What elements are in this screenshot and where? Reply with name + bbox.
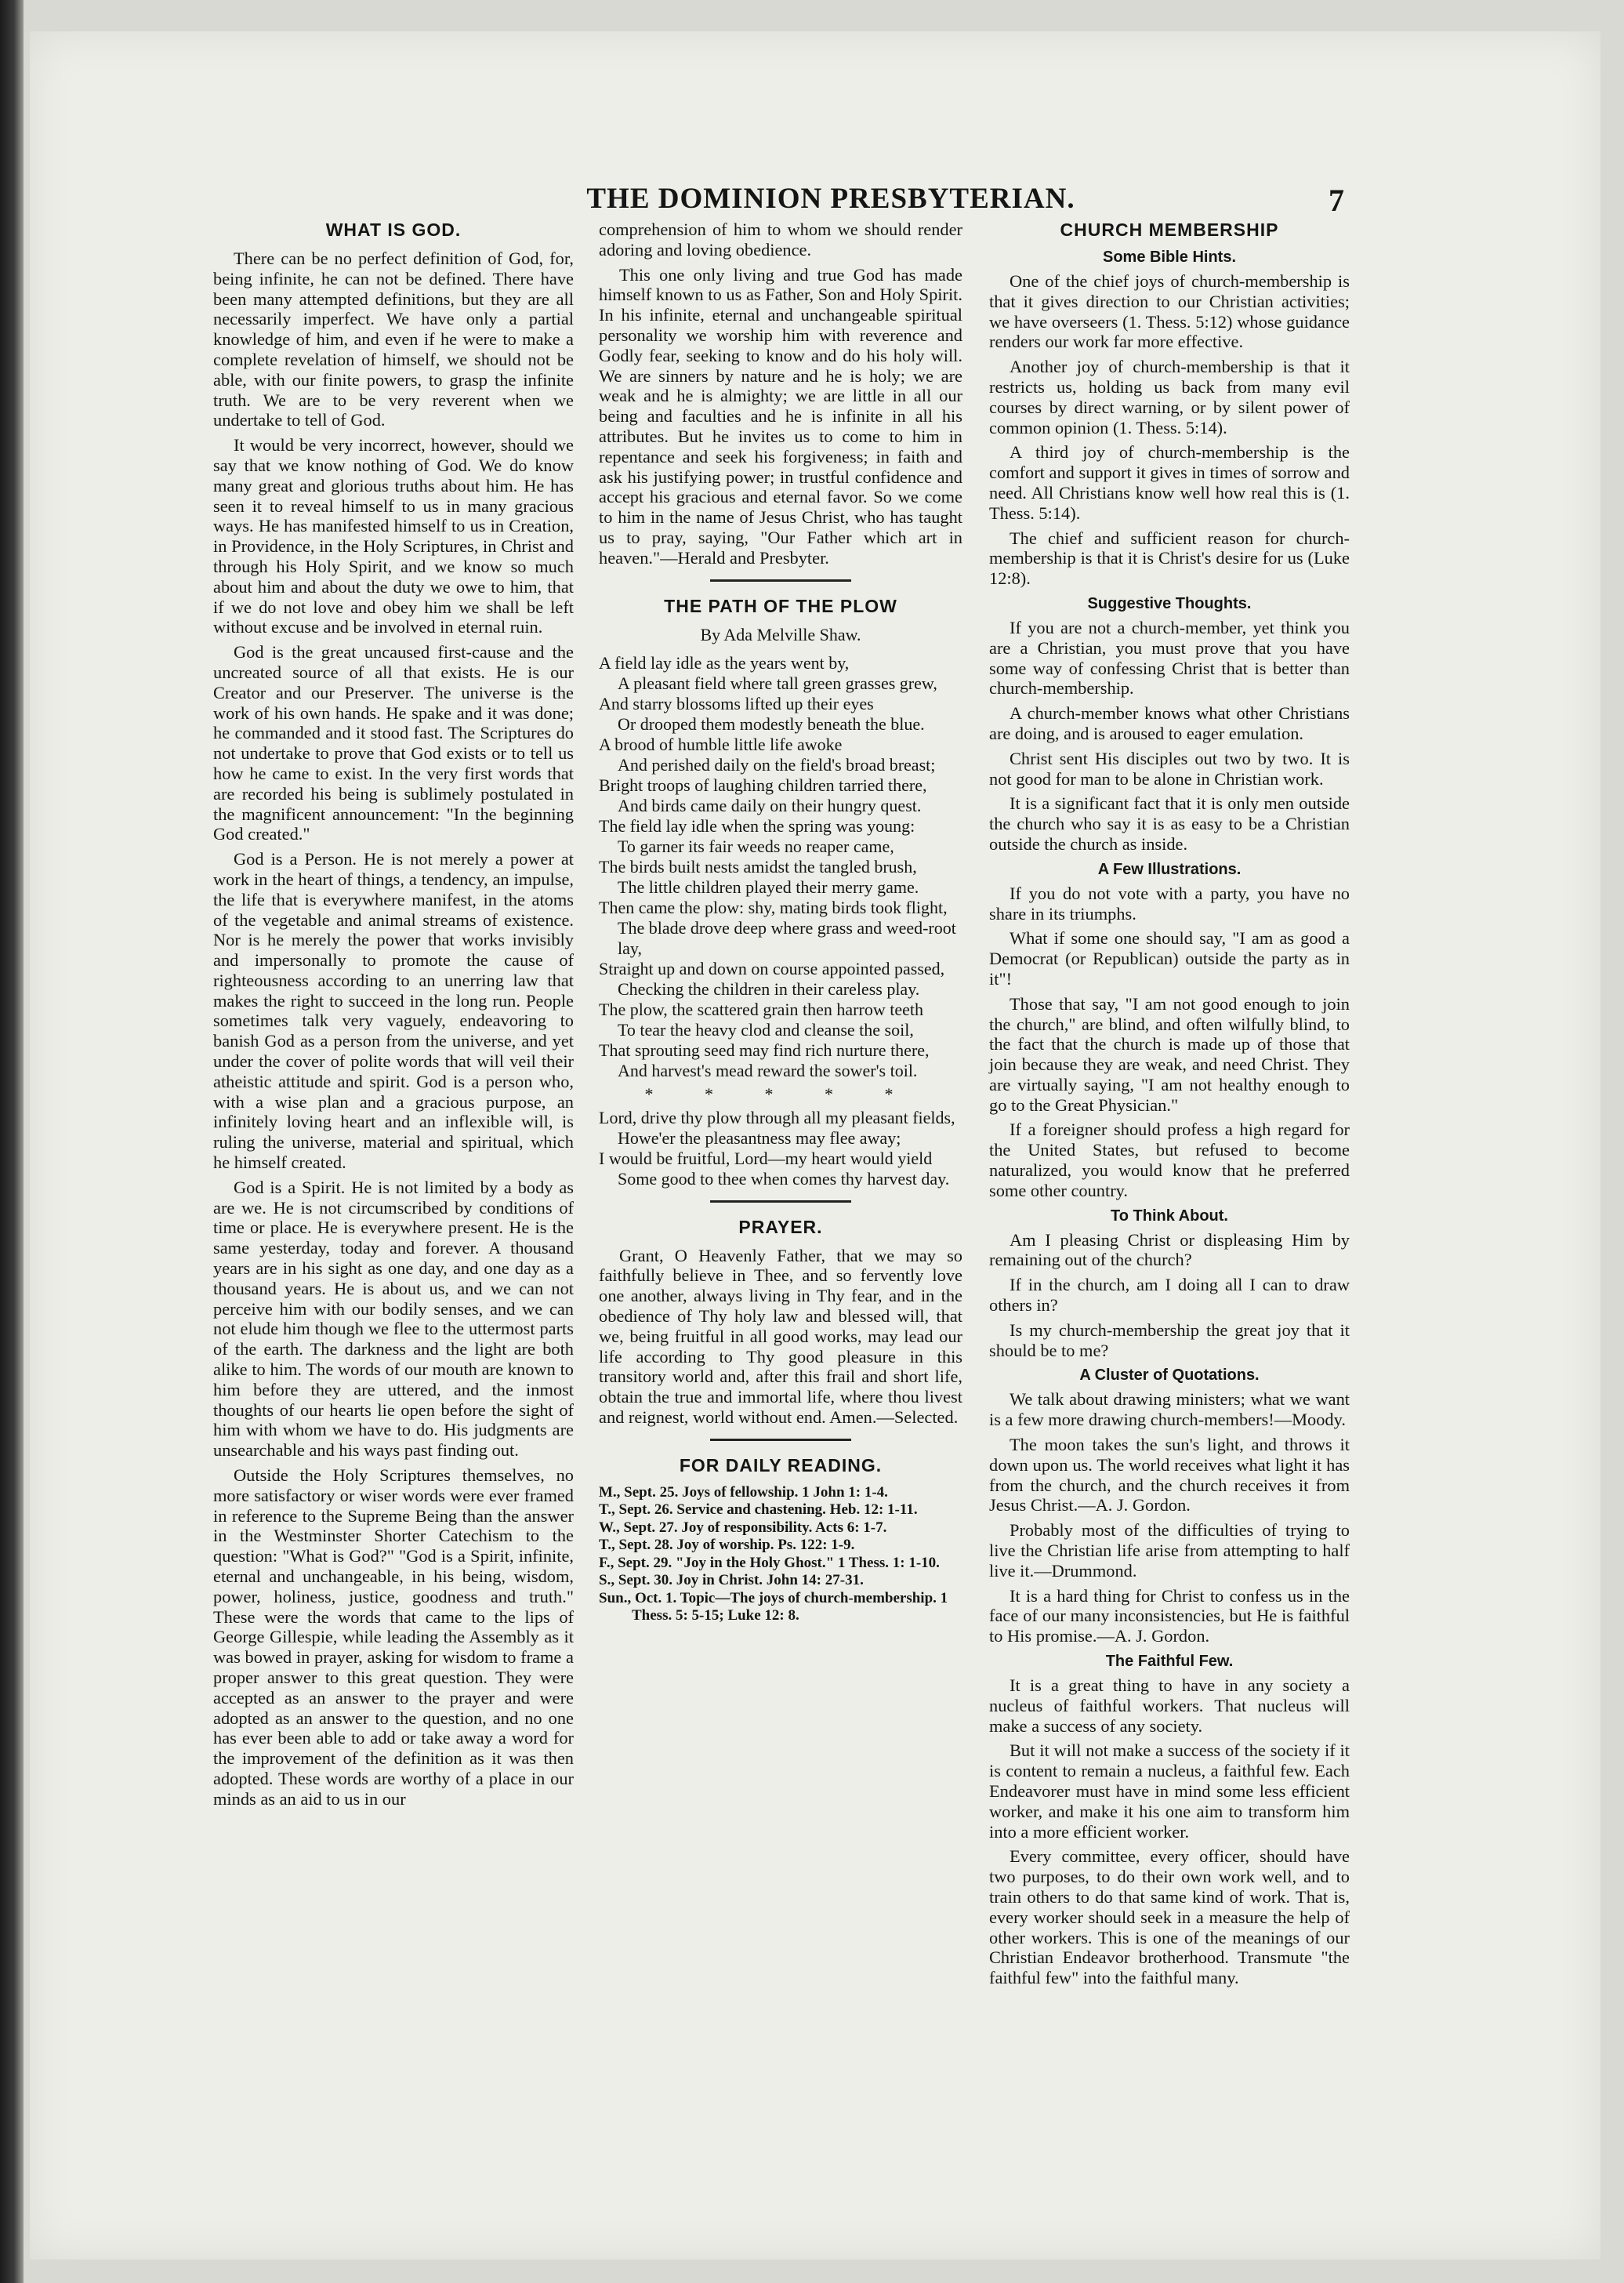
column-what-is-god [213, 220, 574, 1814]
reading-item: M., Sept. 25. Joys of fellowship. 1 John 1: 1-4. [599, 1483, 888, 1501]
paragraph: One of the chief joys of church-membership is that it gives direction to our Christian activities; we have overseers (1. Thess. 5:12) whose guidance renders our work far more effective. [989, 271, 1350, 352]
paragraph: Christ sent His disciples out two by two. It is not good for man to be alone in Christian work. [989, 748, 1350, 789]
poem-line: A brood of humble little life awoke [599, 734, 843, 754]
poem-stars: * * * * * [644, 1083, 917, 1104]
paragraph: God is the great uncaused first-cause and the uncreated source of all that exists. He is our Creator and our Preserver. The universe is the work of his own hands. He spake and it was done; he commanded and it stood fast. The Scriptures do not undertake to prove that God exists or to tell us how he came to exist. In the very first words that are recorded his being is sublimely postulated in the magnificent announcement: "In the beginning God created." [213, 642, 574, 844]
paragraph: The moon takes the sun's light, and throws it down upon us. The world receives what light it has from the church, and the church receives it from Jesus Christ.—A. J. Gordon. [989, 1435, 1350, 1515]
reading-item: F., Sept. 29. "Joy in the Holy Ghost." 1 Thess. 1: 1-10. [599, 1554, 940, 1571]
paragraph: This one only living and true God has made himself known to us as Father, Son and Holy Spirit. In his infinite, eternal and unchangeable spiritual personality we worship him with reverence and Godly fear, seeking to know and do his holy will. We are sinners by nature and he is holy; we are weak and he is almighty; we are little in all our being and faculties and he is infinite in all his attributes. But he invites us to come to him in repentance and seek his forgiveness; in faith and ask his justifying power; in trustful confidence and accept his gracious and eternal favor. So we come to him in the name of Jesus Christ, who has taught us to pray, saying, "Our Father which art in heaven."—Herald and Presbyter. [599, 264, 962, 568]
poem-line: To garner its fair weeds no reaper came, [618, 836, 894, 856]
poem-line: To tear the heavy clod and cleanse the soil, [618, 1019, 914, 1040]
book-spine-shadow [0, 0, 24, 2283]
poem-line: Then came the plow: shy, mating birds took flight, [599, 897, 948, 917]
paragraph: Those that say, "I am not good enough to join the church," are blind, and often wilfully blind, to the fact that the church is made up of those that join because they are weak, and need Christ. They are virtually saying, "I am not healthy enough to go to the Great Physician." [989, 993, 1350, 1115]
reading-item: T., Sept. 28. Joy of worship. Ps. 122: 1-9. [599, 1537, 855, 1554]
poem-line: Bright troops of laughing children tarried there, [599, 775, 927, 795]
subheading: A Few Illustrations. [1097, 860, 1242, 878]
page-number: 7 [1329, 183, 1344, 218]
poem-line: A pleasant field where tall green grasses grew, [618, 673, 937, 693]
paragraph: But it will not make a success of the society if it is content to remain a nucleus, a faithful few. Each Endeavorer must have in mind some less efficient worker, and make it his one aim to transform him into a more efficient worker. [989, 1740, 1350, 1842]
poem [599, 653, 962, 1189]
prayer-heading: PRAYER. [738, 1216, 823, 1237]
poem-line: A field lay idle as the years went by, [599, 652, 850, 673]
poem-byline: By Ada Melville Shaw. [700, 624, 861, 644]
daily-reading-list [599, 1484, 962, 1625]
paragraph: Every committee, every officer, should have two purposes, to do their own work well, and to train others to do that same kind of work. That is, every worker should seek in a measure the help of other workers. This is one of the meanings of our Christian Endeavor brotherhood. Transmute "the faithful few" into the faithful many. [989, 1846, 1350, 1988]
poem-line: The plow, the scattered grain then harrow teeth [599, 999, 923, 1019]
paragraph: Another joy of church-membership is that it restricts us, holding us back from many evil courses by direct warning, or by silent power of common opinion (1. Thess. 5:14). [989, 357, 1350, 437]
poem-line: Lord, drive thy plow through all my pleasant fields, [599, 1107, 955, 1127]
paragraph: A third joy of church-membership is the comfort and support it gives in times of sorrow and need. All Christians know well how real this is (1. Thess. 5:14). [989, 442, 1350, 523]
paragraph: We talk about drawing ministers; what we want is a few more drawing church-members!—Moody. [989, 1389, 1350, 1430]
paragraph: God is a Person. He is not merely a power at work in the heart of things, a tendency, an impulse, the life that is everywhere manifest, in the atoms of the vegetable and animal streams of existence. Nor is he merely the power that works invisibly and impersonally to promote the cause of righteousness according to an unerring law that makes the right to succeed in the long run. People sometimes talk very vaguely, endeavoring to banish God as a person from the universe, and yet under the cover of polite words that will veil their atheistic attitude and spirit. God is a person who, with a wise plan and a gracious purpose, an infinitely loving heart and an inflexible will, is ruling the universe, material and spiritual, which he himself created. [213, 849, 574, 1173]
subheading: A Cluster of Quotations. [1079, 1367, 1260, 1385]
subheading: Some Bible Hints. [1102, 249, 1237, 266]
paragraph: There can be no perfect definition of God, for, being infinite, he can not be defined. There have been many attempted definitions, but they are all necessarily imperfect. We have only a partial knowledge of him, and even if he were to make a complete revelation of himself, we should not be able, with our finite powers, to grasp the infinite truth. We are to be very reverent when we undertake to tell of God. [213, 249, 574, 430]
prayer-text: Grant, O Heavenly Father, that we may so faithfully believe in Thee, and so fervently love one another, always living in Thy fear, and in the obedience of Thy holy law and blessed will, that we, being fruitful in all good works, may lead our life according to Thy good pleasure in this transitory world and, after this frail and short life, obtain the true and immortal life, where thou livest and reignest, world without end. Amen.—Selected. [599, 1245, 962, 1427]
poem-line: Howe'er the pleasantness may flee away; [618, 1127, 901, 1148]
paragraph: It would be very incorrect, however, should we say that we know nothing of God. We do know many great and glorious truths about him. He has seen it to reveal himself to us in many gracious ways. He has manifested himself to us in Creation, in Providence, in the Holy Scriptures, in Christ and through his Holy Spirit, and we know so much about him and about the duty we owe to him, that if we do not love and obey him we shall be left without excuse and be involved in eternal ruin. [213, 435, 574, 637]
subheading: The Faithful Few. [1105, 1653, 1234, 1671]
poem-line: That sprouting seed may find rich nurture there, [599, 1040, 930, 1060]
article-heading-church-membership: CHURCH MEMBERSHIP [1060, 220, 1279, 240]
paragraph: It is a hard thing for Christ to confess us in the face of our many inconsistencies, but He is faithful to His promise.—A. J. Gordon. [989, 1585, 1350, 1646]
column-church-membership [989, 220, 1350, 1993]
poem-line: And starry blossoms lifted up their eyes [599, 693, 874, 713]
reading-item: T., Sept. 26. Service and chastening. Heb. 12: 1-11. [599, 1501, 918, 1519]
paragraph: What if some one should say, "I am as good a Democrat (or Republican) outside the party as in it"! [989, 928, 1350, 989]
paragraph: God is a Spirit. He is not limited by a body as are we. He is not circumscribed by conditions of time or place. He is everywhere present. He is the same yesterday, today and forever. A thousand years are in his sight as one day, and one day as a thousand years. He is about us, and we can not perceive him with our bodily senses, and we can not elude him though we flee to the uttermost parts of the earth. The darkness and the light are both alike to him. The words of our mouth are known to him before they are uttered, and the inmost thoughts of our hearts lie open before the sight of him with whom we have to do. His judgments are unsearchable and his ways past finding out. [213, 1177, 574, 1461]
poem-line: Straight up and down on course appointed passed, [599, 958, 945, 978]
column-middle [599, 220, 962, 1625]
divider [710, 579, 851, 582]
daily-reading-heading: FOR DAILY READING. [679, 1454, 883, 1475]
divider [710, 1439, 851, 1441]
poem-line: Some good to thee when comes thy harvest day. [618, 1168, 950, 1189]
reading-item: Sun., Oct. 1. Topic—The joys of church-membership. 1 Thess. 5: 5-15; Luke 12: 8. [599, 1589, 948, 1624]
reading-item: W., Sept. 27. Joy of responsibility. Acts 6: 1-7. [599, 1519, 887, 1536]
paragraph: If a foreigner should profess a high regard for the United States, but refused to become naturalized, you would know that he preferred some other country. [989, 1120, 1350, 1200]
reading-item: S., Sept. 30. Joy in Christ. John 14: 27-31. [599, 1572, 864, 1589]
divider [710, 1200, 851, 1203]
article-heading-what-is-god: WHAT IS GOD. [325, 220, 462, 240]
paragraph: If in the church, am I doing all I can to draw others in? [989, 1275, 1350, 1316]
poem-heading: THE PATH OF THE PLOW [664, 595, 897, 616]
paragraph: It is a great thing to have in any society a nucleus of faithful workers. That nucleus will make a success of any society. [989, 1675, 1350, 1736]
paragraph: A church-member knows what other Christians are doing, and is aroused to eager emulation. [989, 703, 1350, 743]
poem-line: And birds came daily on their hungry quest. [618, 795, 922, 815]
page-title: THE DOMINION PRESBYTERIAN. [586, 183, 1075, 215]
paragraph: Outside the Holy Scriptures themselves, no more satisfactory or wiser words were ever framed in reference to the Supreme Being than the answer in the Westminster Shorter Catechism to the question: "What is God?" "God is a Spirit, infinite, eternal and unchangeable, in his being, wisdom, power, holiness, justice, goodness and truth." These were the words that came to the lips of George Gillespie, while leading the Assembly as it was bowed in prayer, asking for wisdom to frame a proper answer to this great question. They were accepted as an answer to the prayer and were adopted as an answer to the question, and no one has ever been able to add or take away a word for the improvement of the definition as it was then adopted. These words are worthy of a place in our minds as an aid to us in our [213, 1465, 574, 1809]
poem-line: And perished daily on the field's broad breast; [618, 754, 936, 775]
paragraph: Is my church-membership the great joy that it should be to me? [989, 1319, 1350, 1360]
paragraph: Am I pleasing Christ or displeasing Him by remaining out of the church? [989, 1229, 1350, 1270]
paragraph: The chief and sufficient reason for church-membership is that it is Christ's desire for us (Luke 12:8). [989, 528, 1350, 589]
paragraph: If you are not a church-member, yet think you are a Christian, you must prove that you have some way of confessing Christ that is better than church-membership. [989, 617, 1350, 699]
poem-line: I would be fruitful, Lord—my heart would yield [599, 1148, 933, 1168]
poem-line: The blade drove deep where grass and weed-root lay, [618, 917, 956, 958]
paragraph: It is a significant fact that it is only men outside the church who say it is as easy to be a Christian outside the church as inside. [989, 793, 1350, 854]
paragraph: If you do not vote with a party, you have no share in its triumphs. [989, 883, 1350, 924]
poem-line: Checking the children in their careless play. [618, 978, 920, 999]
poem-line: Or drooped them modestly beneath the blue. [618, 713, 925, 734]
poem-line: The field lay idle when the spring was young: [599, 815, 915, 836]
paragraph: Probably most of the difficulties of trying to live the Christian life arise from attempting to half live it.—Drummond. [989, 1520, 1350, 1581]
subheading: To Think About. [1111, 1207, 1228, 1225]
paragraph-continued: comprehension of him to whom we should render adoring and loving obedience. [599, 220, 962, 260]
subheading: Suggestive Thoughts. [1087, 594, 1252, 612]
poem-line: And harvest's mead reward the sower's toil. [618, 1060, 918, 1080]
poem-line: The little children played their merry game. [618, 877, 919, 897]
poem-line: The birds built nests amidst the tangled brush, [599, 856, 917, 877]
